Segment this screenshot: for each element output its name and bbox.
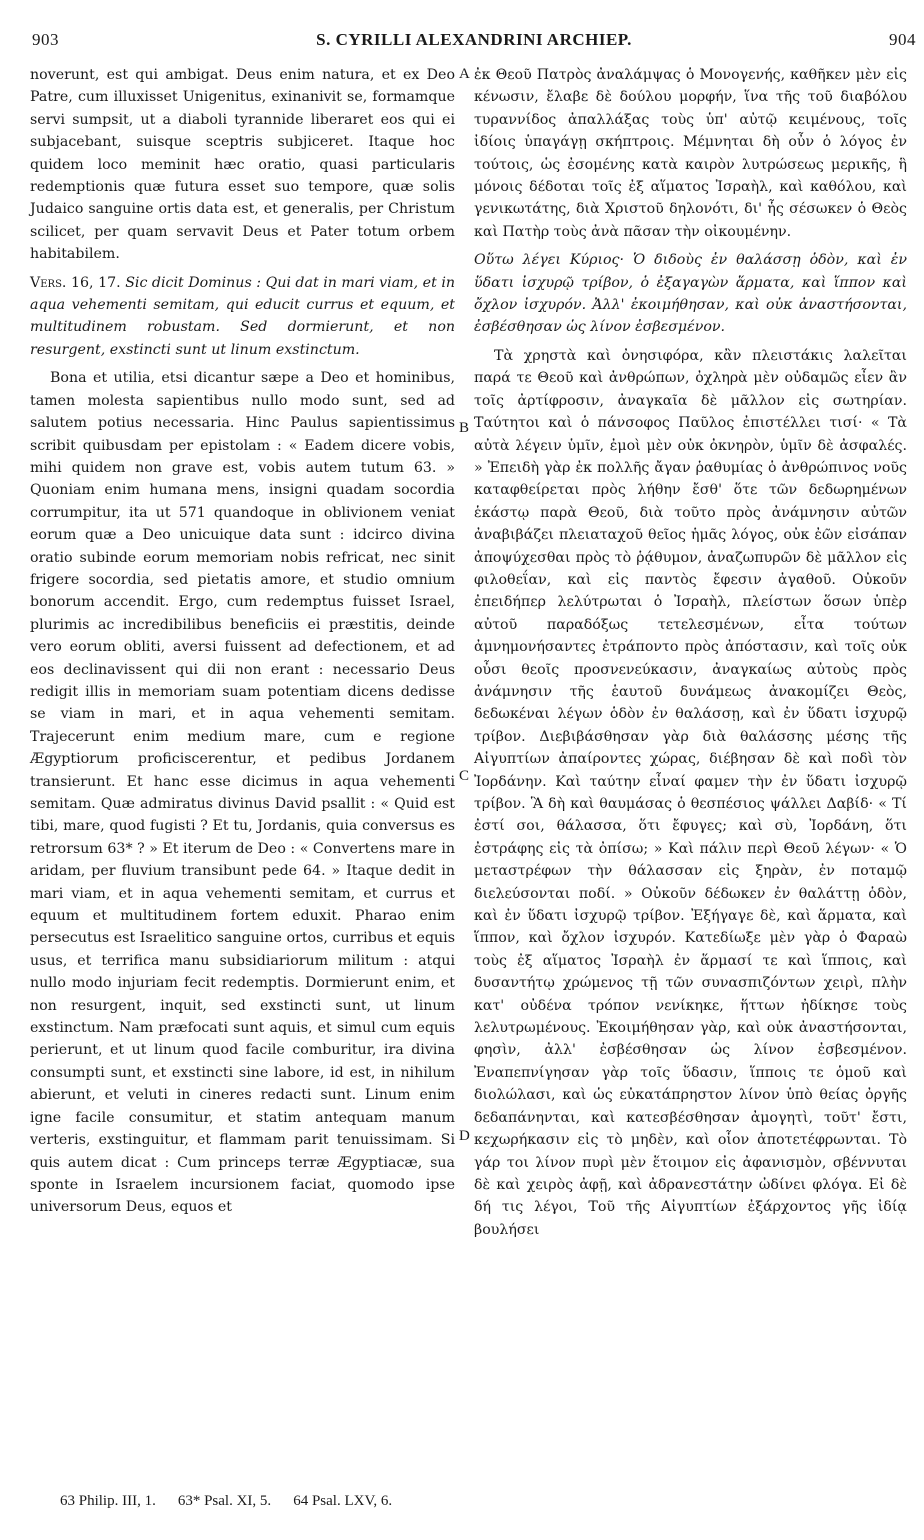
page-number-left: 903 — [32, 30, 59, 49]
footnote-63-star: 63* Psal. XI, 5. — [177, 1493, 272, 1509]
page-number-right: 904 — [889, 30, 916, 49]
latin-verse-text: Sic dicit Dominus : Qui dat in mari viam, et in aqua vehementi semitam, qui educit currus et equum, et multitudinem robustam. Sed dormierunt, et non resurgent, exstincti sunt ut linum exstinctum. — [30, 274, 455, 358]
margin-letter-b: B — [459, 420, 470, 436]
footnotes — [60, 1493, 454, 1510]
latin-column — [30, 64, 455, 1219]
footnote-63: 63 Philip. III, 1. — [60, 1493, 156, 1509]
page-header — [32, 30, 916, 54]
running-title: S. CYRILLI ALEXANDRINI ARCHIEP. — [316, 30, 632, 49]
margin-letter-a: A — [459, 66, 470, 82]
latin-verse — [30, 272, 455, 362]
footnote-64: 64 Psal. LXV, 6. — [293, 1493, 393, 1509]
greek-paragraph-1: ἐκ Θεοῦ Πατρὸς ἀναλάμψας ὁ Μονογενής, καθῆκεν μὲν εἰς κένωσιν, ἔλαβε δὲ δούλου μορφήν, ἵνα τῆς τοῦ διαβόλου τυραννίδος ἀπαλλάξας τοὺς ὑπ' αὐτῷ κειμένους, τοῖς ἰδίοις ὑπαγάγῃ σκήπτροις. Μέμνηται δὴ οὖν ὁ λόγος ἐν τούτοις, ὡς ἐσομένης κατὰ καιρὸν λυτρώσεως μερικῆς, ἣ μόνοις δέδοται τοῖς ἐξ αἵματος Ἰσραὴλ, καὶ καθόλου, καὶ γενικωτάτης, διὰ Χριστοῦ δηλονότι, δι' ἧς σέσωκεν ὁ Θεὸς καὶ Πατὴρ τοὺς ἀνὰ πᾶσαν τὴν οἰκουμένην. — [474, 67, 907, 240]
latin-paragraph-1: noverunt, est qui ambigat. Deus enim natura, et ex Deo Patre, cum illuxisset Unigenitus, exinanivit se, formamque servi sumpsit, ut a diaboli tyrannide liberaret eos qui ei subjacebant, suisque sceptris subjiceret. Itaque hoc quidem loco meminit hæc oratio, quasi particularis redemptionis quæ futura esset suo tempore, quæ solis Judaico sanguine ortis data est, et generalis, per Christum scilicet, per quam servavit Deus et Pater totum orbem habitabilem. — [30, 67, 455, 263]
greek-paragraph-2: Τὰ χρηστὰ καὶ ὀνησιφόρα, κἂν πλειστάκις λαλεῖται παρά τε Θεοῦ καὶ ἀνθρώπων, ὀχληρὰ μὲν οὐδαμῶς εἶεν ἂν τοῖς ἀρτίφροσιν, ἀναγκαῖα δὲ μᾶλλον εἰς σωτηρίαν. Ταύτητοι καὶ ὁ πάνσοφος Παῦλος ἐπιστέλλει τισί· « Τὰ αὐτὰ λέγειν ὑμῖν, ἐμοὶ μὲν οὐκ ὀκνηρὸν, ὑμῖν δὲ ἀσφαλές. » Ἐπειδὴ γὰρ ἐκ πολλῆς ἄγαν ῥαθυμίας ὁ ἀνθρώπινος νοῦς καταφθείρεται πρὸς λήθην ἔσθ' ὅτε τῶν δεδωρημένων ἑκάστῳ παρὰ Θεοῦ, διὰ τοῦτο πρὸς ἀνάμνησιν αὐτῶν ἀναβιβάζει πλειαταχοῦ θεῖος ἡμᾶς λόγος, οὐκ ἐῶν εἰσάπαν ἀποψύχεσθαι πρὸς τὸ ῥᾴθυμον, ἀναζωπυρῶν δὲ μᾶλλον εἰς φιλοθεΐαν, καὶ εἰς παντὸς ἔφεσιν ἀγαθοῦ. Οὐκοῦν ἐπειδήπερ λελύτρωται ὁ Ἰσραὴλ, πλείστων ὅσων ὑπὲρ αὐτοῦ παραδόξως τετελεσμένων, εἶτα τούτων ἀμνημονήσαντες ἐτράποντο πρὸς ἀπόστασιν, καὶ τοῖς οὐκ οὖσι θεοῖς προσνενεύκασιν, ἀναγκαίως αὐτοὺς πρὸς ἀνάμνησιν τῆς ἑαυτοῦ δυνάμεως ἀνακομίζει Θεὸς, δεδωκέναι λέγων ὁδὸν ἐν θαλάσσῃ, καὶ ἐν ὕδατι ἰσχυρῷ τρίβον. Διεβιβάσθησαν γὰρ διὰ θαλάσσης μέσης τῆς Αἰγυπτίων ἀπαίροντες χώρας, διέβησαν δὲ καὶ ποδὶ τὸν Ἰορδάνην. Καὶ ταύτην εἶναί φαμεν τὴν ἐν ὕδατι ἰσχυρῷ τρίβον. Ἃ δὴ καὶ θαυμάσας ὁ θεσπέσιος ψάλλει Δαβίδ· « Τί ἐστί σοι, θάλασσα, ὅτι ἔφυγες; καὶ σὺ, Ἰορδάνη, ὅτι ἐστράφης εἰς τὰ ὀπίσω; » Καὶ πάλιν περὶ Θεοῦ λέγων· « Ὁ μεταστρέφων τὴν θάλασσαν εἰς ξηρὰν, ἐν ποταμῷ διελεύσονται ποδί. » Οὐκοῦν δέδωκεν ἐν θαλάττῃ ὁδὸν, καὶ ἐν ὕδατι ἰσχυρῷ τρίβον. Ἐξήγαγε δὲ, καὶ ἅρματα, καὶ ἵππον, καὶ ὄχλον ἰσχυρόν. Κατεδίωξε μὲν γὰρ ὁ Φαραὼ τοὺς ἐξ αἵματος Ἰσραὴλ ἐν ἅρμασί τε καὶ ἵπποις, καὶ δυσαντήτῳ χρώμενος τῇ τῶν συνασπιζόντων χειρὶ, πλὴν κατ' οὐδένα τρόπον νενίκηκε, ἥττων ἠδίκησε τοὺς λελυτρωμένους. Ἐκοιμήθησαν γὰρ, καὶ οὐκ ἀναστήσονται, φησὶν, ἀλλ' ἐσβέσθησαν ὡς λίνον ἐσβεσμένον. Ἐναπεπνίγησαν γὰρ τοῖς ὕδασιν, ἵπποις τε ὁμοῦ καὶ διολώλασι, καὶ ὡς εὐκατάπρηστον λίνον ὑπὸ θείας ὀργῆς δεδαπάνηνται, καὶ κατεσβέσθησαν ἀμογητὶ, τοῦτ' ἔστι, κεχωρήκασιν εἰς τὸ μηδὲν, καὶ οἷον ἀποτετέφρωνται. Τὸ γάρ τοι λίνον πυρὶ μὲν ἕτοιμον εἰς ἀφανισμὸν, σβέννυται δὲ καὶ χειρὸς ἀφῇ, καὶ ἀδρανεστάτην ὠδίνει φλόγα. Εἰ δὲ δή τις λέγοι, Τοῦ τῆς Αἰγυπτίων ἐξάρχοντος γῆς ἰδίᾳ βουλήσει — [474, 347, 907, 1238]
greek-column — [474, 64, 907, 1241]
verse-label: Vers. 16, 17. — [30, 274, 121, 291]
greek-verse: Οὕτω λέγει Κύριος· Ὁ διδοὺς ἐν θαλάσσῃ ὁδὸν, καὶ ἐν ὕδατι ἰσχυρῷ τρίβον, ὁ ἐξαγαγὼν ἅρματα, καὶ ἵππον καὶ ὄχλον ἰσχυρόν. Ἀλλ' ἐκοιμήθησαν, καὶ οὐκ ἀναστήσονται, ἐσβέσθησαν ὡς λίνον ἐσβεσμένον. — [474, 252, 907, 336]
margin-letter-c: C — [459, 768, 470, 784]
margin-letter-d: D — [459, 1128, 470, 1144]
latin-paragraph-2: Bona et utilia, etsi dicantur sæpe a Deo et hominibus, tamen molesta sapientibus nullo modo sunt, sed ad salutem potius necessaria. Hinc Paulus sapientissimus scribit quibusdam per epistolam : « Eadem dicere vobis, mihi quidem non grave est, vobis autem tutum 63. » Quoniam enim humana mens, insigni quadam socordia corrumpitur, ita ut 571 quandoque in oblivionem veniat eorum quæ a Deo unicuique data sunt : idcirco divina oratio subinde eorum memoriam nobis refricat, nec sinit frigere socordia, sed pietatis amore, et studio omnium bonorum accendit. Ergo, cum redemptus fuisset Israel, plurimis ac incredibilibus beneficiis ei præstitis, deinde vero eorum obliti, aversi fuissent ad defectionem, et ad eos declinavissent qui dii non erant : necessario Deus redigit illis in memoriam suam potentiam dicens dedisse se viam in mari, et in aqua vehementi semitam. Trajecerunt enim medium mare, cum e regione Ægyptiorum proficiscerentur, et pedibus Jordanem transierunt. Et hanc esse dicimus in aqua vehementi semitam. Quæ admiratus divinus David psallit : « Quid est tibi, mare, quod fugisti ? Et tu, Jordanis, quia conversus es retrorsum 63* ? » Et iterum de Deo : « Convertens mare in aridam, per fluvium transibunt pede 64. » Itaque dedit in mari viam, et in aqua vehementi semitam, et currus et equum et multitudinem fortem eduxit. Pharao enim persecutus est Israeliticо sanguine ortos, curribus et equis usus, et terrifica manu subsidiariorum militum : atqui nullo modo injuriam fecit redemptis. Dormierunt enim, et non resurgent, inquit, sed exstincti sunt, ut linum exstinctum. Nam præfocati sunt aquis, et simul cum equis perierunt, et ut linum quod facile comburitur, ira divina consumpti sunt, et exstincti sine labore, id est, in nihilum abierunt, et veluti in cineres redacti sunt. Linum enim igne facile consumitur, et statim antequam manum verteris, exstinguitur, et flammam parit tenuissimam. Si quis autem dicat : Cum princeps terræ Ægyptiacæ, sua sponte in Israelem incursionem faciat, quomodo ipse universorum Deus, equos et — [30, 370, 455, 1216]
